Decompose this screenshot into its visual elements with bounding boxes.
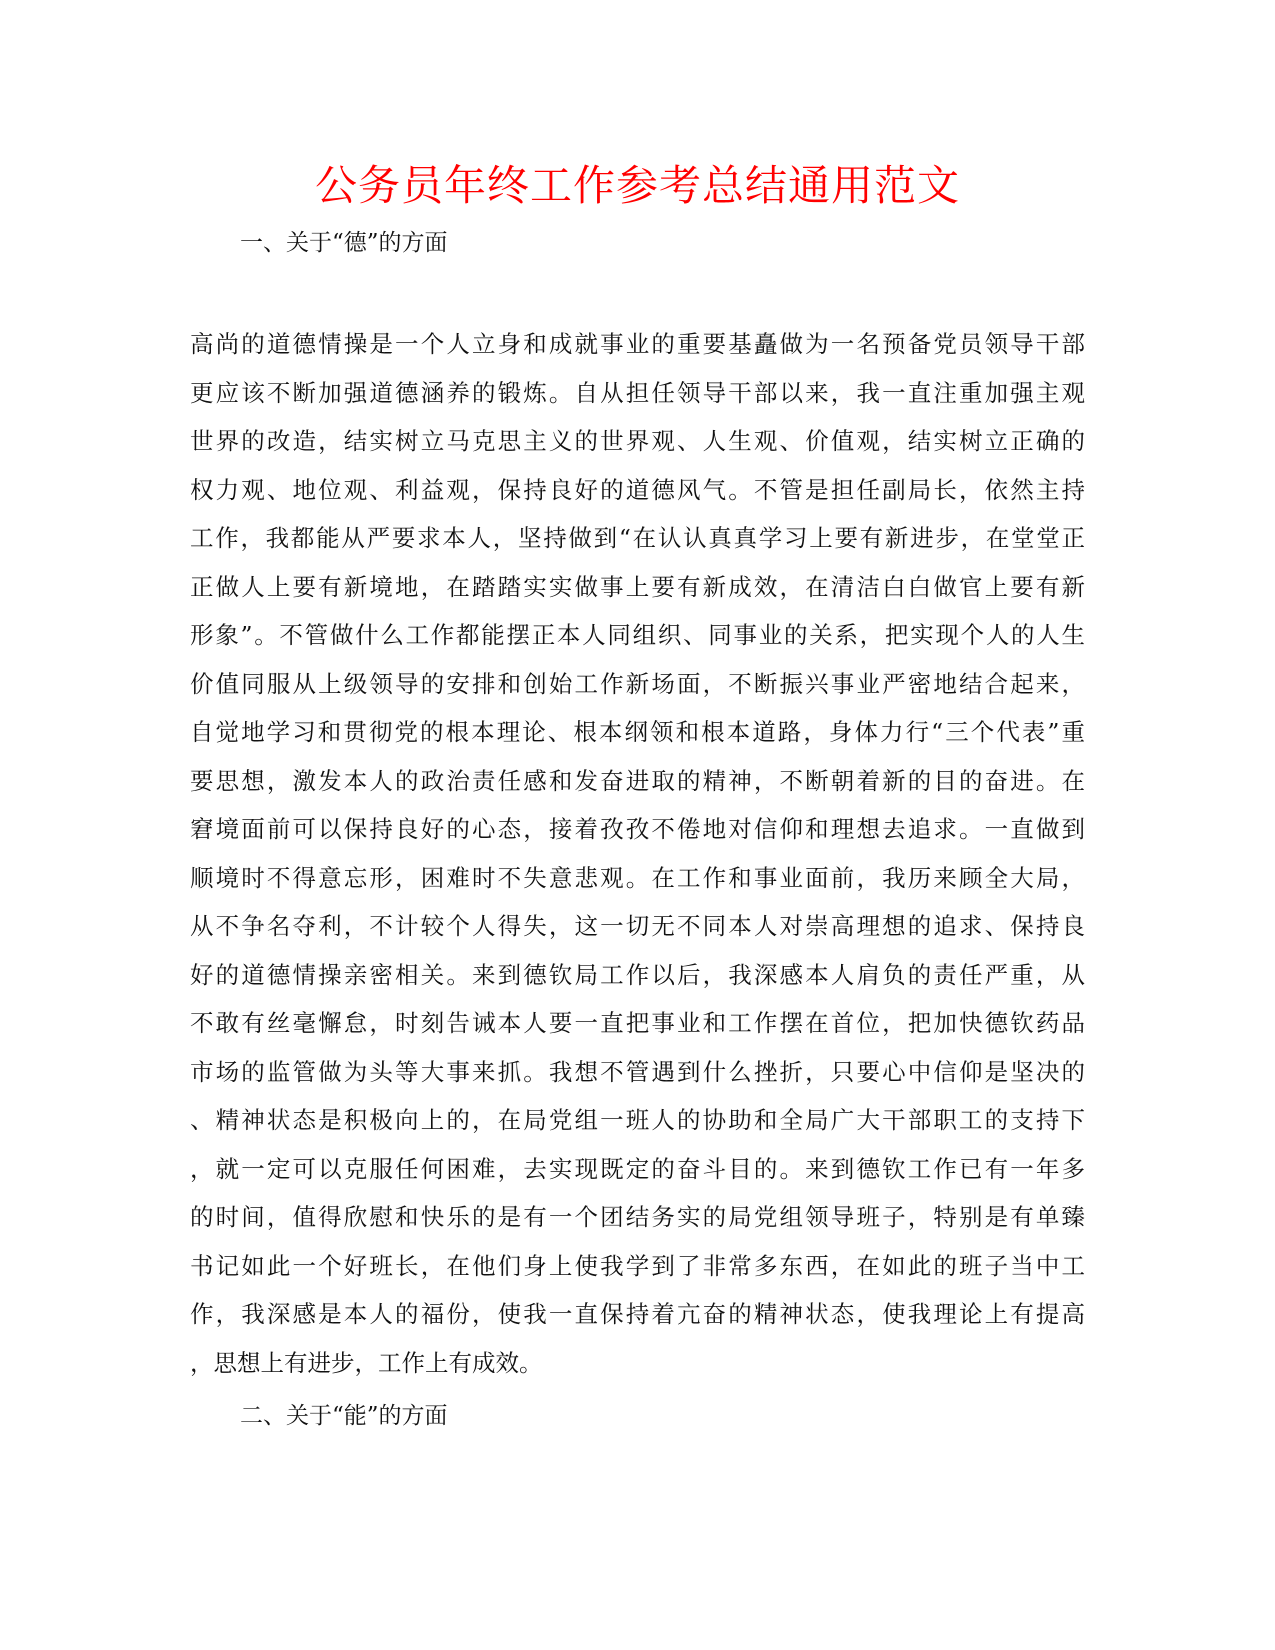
paragraph-line: 市场的监管做为头等大事来抓。我想不管遇到什么挫折，只要心中信仰是坚决的 — [190, 1057, 1085, 1086]
paragraph-line: 工作，我都能从严要求本人，坚持做到“在认认真真学习上要有新进步，在堂堂正 — [190, 524, 1085, 552]
paragraph-line: 形象”。不管做什么工作都能摆正本人同组织、同事业的关系，把实现个人的人生 — [190, 621, 1085, 649]
section-heading-de: 一、关于“德”的方面 — [240, 230, 448, 256]
paragraph-line: 正做人上要有新境地，在踏踏实实做事上要有新成效，在清洁白白做官上要有新 — [190, 572, 1085, 601]
paragraph-line: 要思想，激发本人的政治责任感和发奋进取的精神，不断朝着新的目的奋进。在 — [190, 766, 1085, 795]
paragraph-line: 世界的改造，结实树立马克思主义的世界观、人生观、价值观，结实树立正确的 — [190, 427, 1085, 455]
paragraph-line: 更应该不断加强道德涵养的锻炼。自从担任领导干部以来，我一直注重加强主观 — [190, 378, 1085, 407]
paragraph-line: 、精神状态是积极向上的，在局党组一班人的协助和全局广大干部职工的支持下 — [190, 1106, 1085, 1134]
paragraph-line: ，就一定可以克服任何困难，去实现既定的奋斗目的。来到德钦工作已有一年多 — [190, 1154, 1085, 1183]
paragraph-line: 作，我深感是本人的福份，使我一直保持着亢奋的精神状态，使我理论上有提高 — [190, 1300, 1085, 1328]
section-heading-neng: 二、关于“能”的方面 — [240, 1403, 448, 1429]
paragraph-line: 好的道德情操亲密相关。来到德钦局工作以后，我深感本人肩负的责任严重，从 — [190, 960, 1085, 989]
document-title: 公务员年终工作参考总结通用范文 — [314, 161, 960, 210]
body-paragraph — [190, 320, 1085, 1387]
paragraph-line: 自觉地学习和贯彻党的根本理论、根本纲领和根本道路，身体力行“三个代表”重 — [190, 718, 1085, 746]
paragraph-line: 权力观、地位观、利益观，保持良好的道德风气。不管是担任副局长，依然主持 — [190, 475, 1085, 504]
paragraph-line: 窘境面前可以保持良好的心态，接着孜孜不倦地对信仰和理想去追求。一直做到 — [190, 815, 1085, 843]
paragraph-line: ，思想上有进步，工作上有成效。 — [190, 1348, 543, 1377]
paragraph-line: 顺境时不得意忘形，困难时不失意悲观。在工作和事业面前，我历来顾全大局， — [190, 863, 1085, 892]
paragraph-line: 的时间，值得欣慰和快乐的是有一个团结务实的局党组领导班子，特别是有单臻 — [190, 1203, 1085, 1231]
paragraph-line: 价值同服从上级领导的安排和创始工作新场面，不断振兴事业严密地结合起来， — [190, 669, 1085, 698]
paragraph-line: 从不争名夺利，不计较个人得失，这一切无不同本人对崇高理想的追求、保持良 — [190, 912, 1085, 940]
paragraph-line: 高尚的道德情操是一个人立身和成就事业的重要基矗做为一名预备党员领导干部 — [190, 330, 1085, 358]
paragraph-line: 不敢有丝毫懈怠，时刻告诫本人要一直把事业和工作摆在首位，把加快德钦药品 — [190, 1009, 1085, 1037]
paragraph-line: 书记如此一个好班长，在他们身上使我学到了非常多东西，在如此的班子当中工 — [190, 1251, 1085, 1280]
